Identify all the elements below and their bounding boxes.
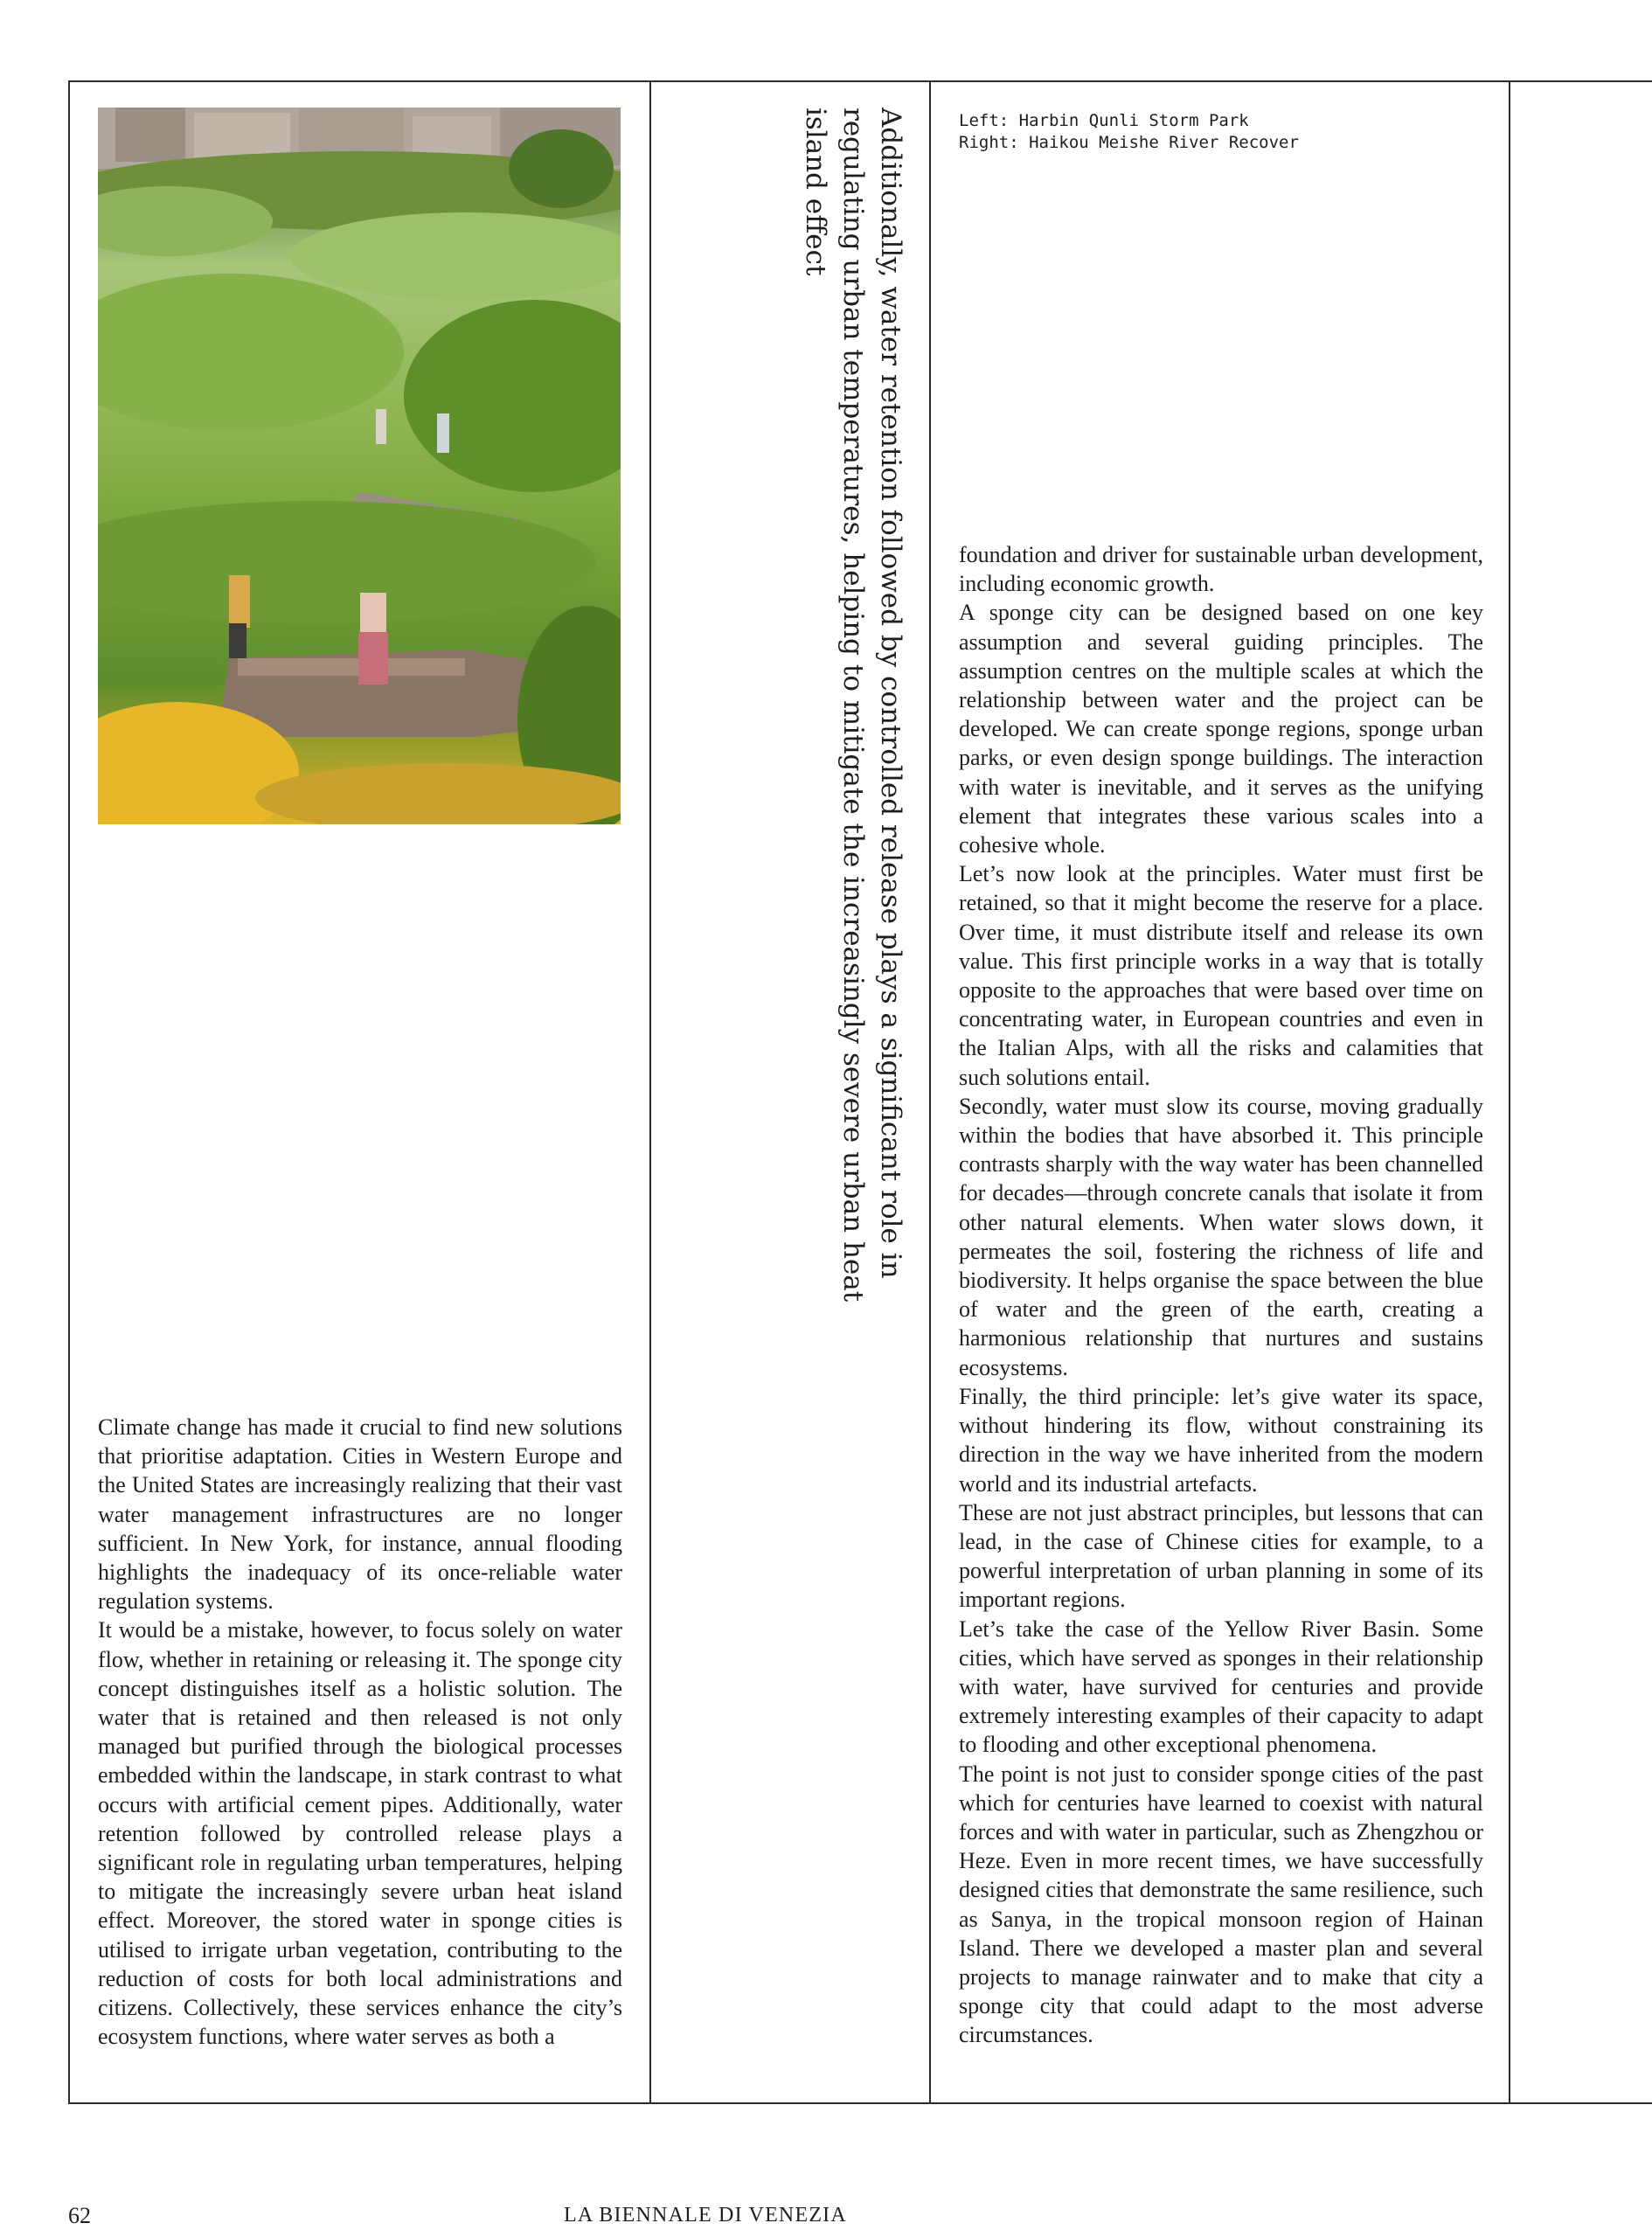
paragraph: Climate change has made it crucial to find new solutions that prioritise adaptation. Cities in Western Europe and the United States are increasingly realizing that their vast water management infrastructures are no longer sufficient. In New York, for instance, annual flooding highlights the inadequacy of its once-reliable water regulation systems. [98, 1414, 622, 1615]
paragraph: A sponge city can be designed based on one key assumption and several guiding principles. The assumption centres on the multiple scales at which the relationship between water and the project can be developed. We can create sponge regions, sponge urban parks, or even design sponge buildings. The interaction with water is inevitable, and it serves as the unifying element that integrates these various scales into a cohesive whole. [959, 600, 1483, 858]
caption-left: Left: Harbin Qunli Storm Park [959, 111, 1249, 130]
column-rule-3 [929, 80, 931, 2104]
park-photo-illustration [98, 108, 621, 824]
column-rule-4 [1509, 80, 1510, 2104]
photo-caption [959, 110, 1483, 154]
page-number: 62 [68, 2203, 91, 2228]
left-column-text [98, 1413, 622, 2051]
column-rule-1 [68, 80, 70, 2104]
right-column-text [959, 540, 1483, 2050]
column-rule-2 [649, 80, 651, 2104]
paragraph: These are not just abstract principles, but lessons that can lead, in the case of Chinese cities for example, to a powerful interpretation of urban planning in some of its important regions. [959, 1499, 1483, 1613]
paragraph: Let’s now look at the principles. Water must first be retained, so that it might become the reserve for a place. Over time, it must distribute itself and release its own value. This first principle works in a way that is totally opposite to the approaches that were based over time on concentrating water, in European countries and even in the Italian Alps, with all the risks and calamities that such solutions entail. [959, 861, 1483, 1090]
running-footer: LA BIENNALE DI VENEZIA [564, 2204, 847, 2227]
paragraph: Finally, the third principle: let’s give water its space, without hindering its flow, without constraining its direction in the way we have inherited from the modern world and its industrial artefacts. [959, 1383, 1483, 1497]
frame-bottom-rule [68, 2102, 1652, 2104]
paragraph: Let’s take the case of the Yellow River Basin. Some cities, which have served as sponges in their relationship with water, have survived for centuries and provide extremely interesting examples of their capacity to adapt to flooding and other exceptional phenomena. [959, 1615, 1483, 1758]
paragraph: foundation and driver for sustainable urban development, including economic growth. [959, 542, 1483, 597]
paragraph: The point is not just to consider sponge cities of the past which for centuries have learned to coexist with natural forces and with water in particular, such as Zhengzhou or Heze. Even in more recent times, we have successfully designed cities that demonstrate the same resilience, such as Sanya, in the tropical monsoon region of Hainan Island. There we developed a master plan and several projects to manage rainwater and to make that city a sponge city that could adapt to the most adverse circumstances. [959, 1761, 1483, 2048]
caption-right: Right: Haikou Meishe River Recover [959, 133, 1299, 152]
paragraph: It would be a mistake, however, to focus solely on water flow, whether in retaining or releasing it. The sponge city concept distinguishes itself as a holistic solution. The water that is retained and then released is not only managed but purified through the biological processes embedded within the landscape, in stark contrast to what occurs with artificial cement pipes. Additionally, water retention followed by controlled release plays a significant role in regulating urban temperatures, helping to mitigate the increasingly severe urban heat island effect. Moreover, the stored water in sponge cities is utilised to irrigate urban vegetation, contributing to the reduction of costs for both local administrations and citizens. Collectively, these services enhance the city’s ecosystem functions, where water serves as both a [98, 1617, 622, 2050]
pull-quote: Additionally, water retention followed by controlled release plays a significant role in regulating urban temperatures, helping to mitigate the increasingly severe urban heat island effect [800, 108, 906, 1303]
park-photo [98, 108, 621, 824]
frame-top-rule [68, 80, 1652, 82]
paragraph: Secondly, water must slow its course, moving gradually within the bodies that have absorbed it. This principle contrasts sharply with the way water has been channelled for decades—through concrete canals that isolate it from other natural elements. When water slows down, it permeates the soil, fostering the richness of life and biodiversity. It helps organise the space between the blue of water and the green of the earth, creating a harmonious relationship that nurtures and sustains ecosystems. [959, 1093, 1483, 1380]
